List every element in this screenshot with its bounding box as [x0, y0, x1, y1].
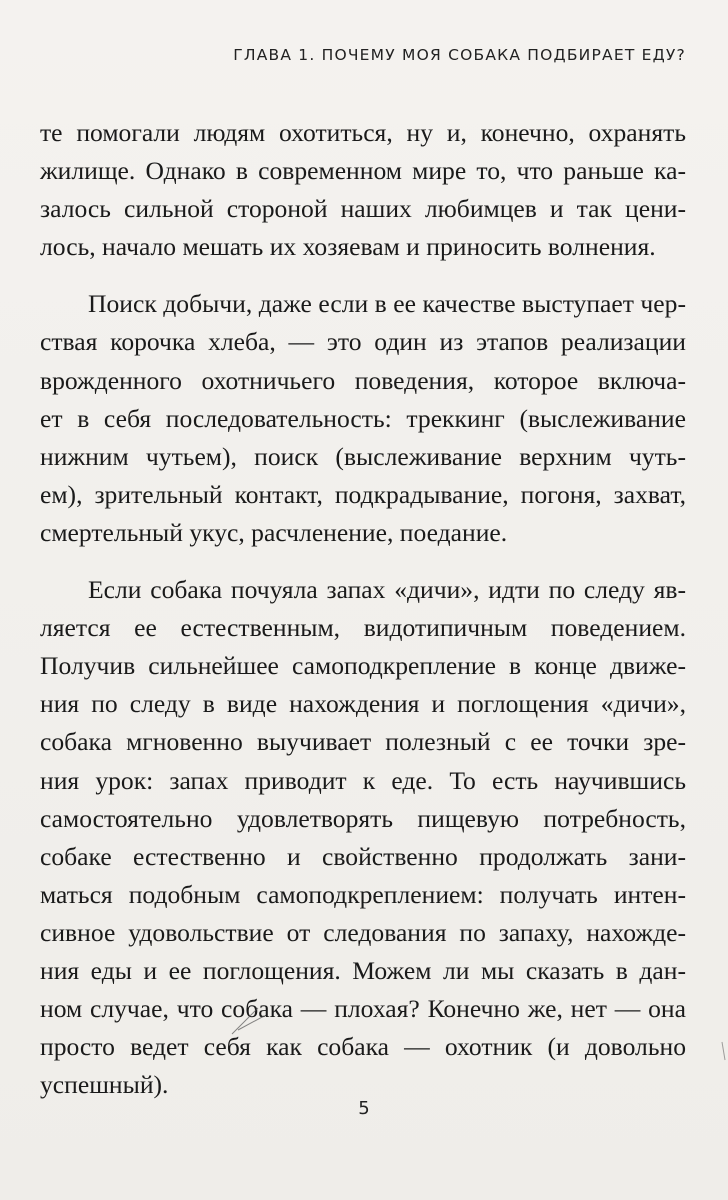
text-line: сивное удовольствие от следования по запаху, нахожде-: [40, 917, 686, 947]
text-line: ном случае, что собака — плохая? Конечно же, нет — она: [40, 994, 686, 1024]
body-text: [40, 114, 686, 1123]
running-head: ГЛАВА 1. ПОЧЕМУ МОЯ СОБАКА ПОДБИРАЕТ ЕДУ?: [233, 46, 686, 64]
paragraph-1: [40, 114, 686, 266]
text-line: самостоятельно удовлетворять пищевую потребность,: [40, 803, 686, 833]
page-number: 5: [358, 1098, 370, 1119]
paragraph-3: [40, 571, 686, 1104]
text-line: те помогали людям охотиться, ну и, конечно, охранять: [40, 118, 686, 147]
pencil-mark: [720, 1040, 728, 1062]
text-line: просто ведет себя как собака — охотник (и довольно: [40, 1032, 686, 1062]
text-line: ем), зрительный контакт, подкрадывание, погоня, захват,: [40, 479, 686, 509]
text-line: смертельный укус, расчленение, поедание.: [40, 517, 508, 547]
text-line: нижним чутьем), поиск (выслеживание верхним чуть-: [40, 441, 686, 471]
text-line: Получив сильнейшее самоподкрепление в конце движе-: [40, 651, 686, 681]
text-line: ствая корочка хлеба, — это один из этапов реализации: [40, 327, 686, 357]
text-line: ния еды и ее поглощения. Можем ли мы сказать в дан-: [40, 955, 686, 985]
text-line: лось, начало мешать их хозяевам и приносить волнения.: [40, 232, 656, 262]
text-line: Поиск добычи, даже если в ее качестве выступает чер-: [88, 289, 686, 319]
text-line: ет в себя последовательность: треккинг (выслеживание: [40, 403, 686, 433]
text-line: собака мгновенно выучивает полезный с ее точки зре-: [40, 727, 686, 757]
text-line: ния по следу в виде нахождения и поглощения «дичи»,: [40, 689, 686, 719]
text-line: жилище. Однако в современном мире то, что раньше ка-: [40, 156, 686, 186]
paragraph-2: [40, 285, 686, 552]
text-line: врожденного охотничьего поведения, которое включа-: [40, 365, 686, 395]
text-line: ляется ее естественным, видотипичным поведением.: [40, 613, 686, 643]
text-line: ния урок: запах приводит к еде. То есть научившись: [40, 765, 686, 795]
text-line: залось сильной стороной наших любимцев и так цени-: [40, 194, 686, 224]
text-line: маться подобным самоподкреплением: получать интен-: [40, 879, 686, 909]
text-line: Если собака почуяла запах «дичи», идти по следу яв-: [88, 575, 686, 605]
text-line: успешный).: [40, 1070, 169, 1100]
text-line: собаке естественно и свойственно продолжать зани-: [40, 841, 686, 871]
